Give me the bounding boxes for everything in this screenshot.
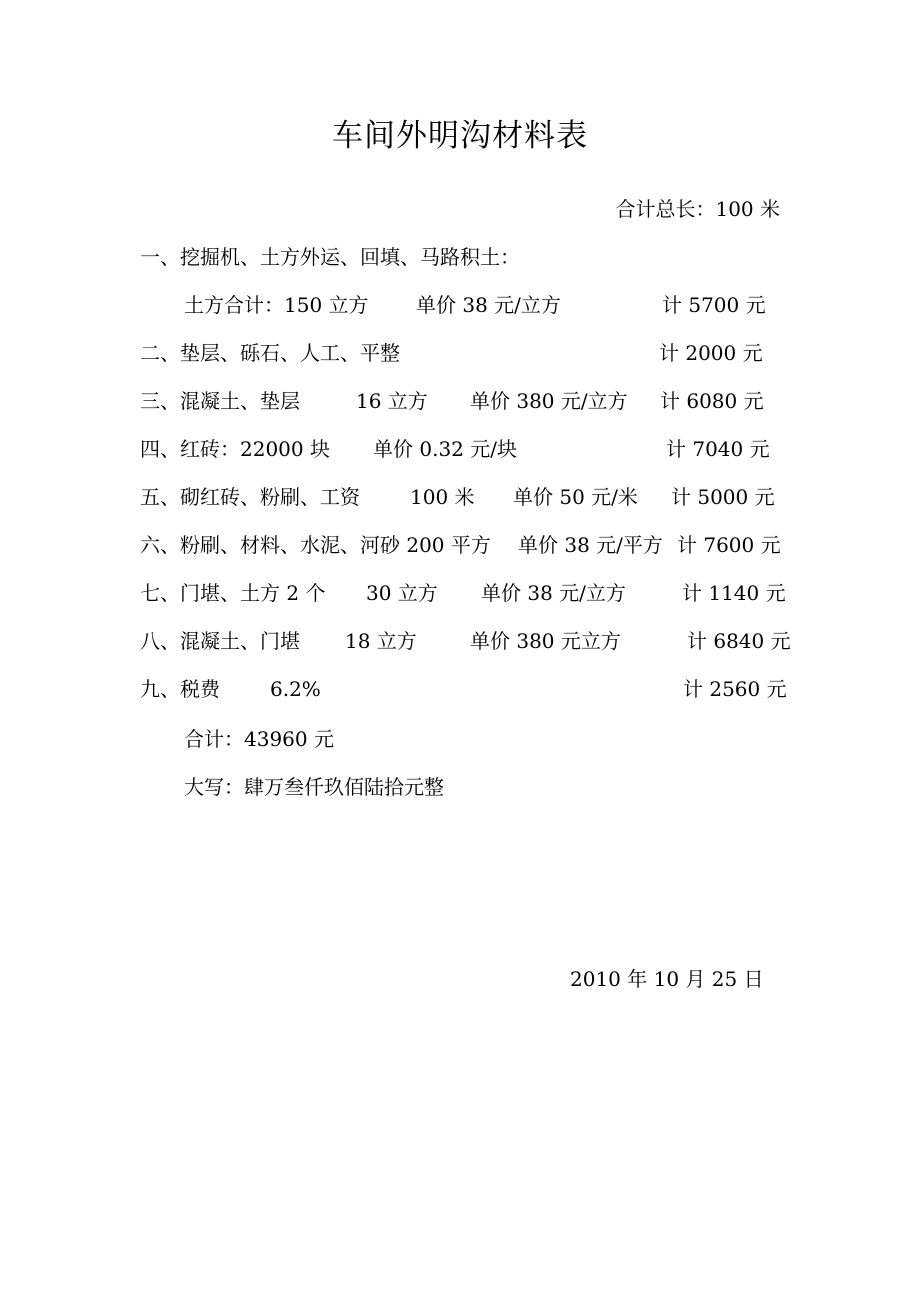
item-5-price: 单价 50 元/米 <box>513 485 638 509</box>
item-3-label: 三、混凝土、垫层 <box>140 389 300 413</box>
item-8-qty: 18 立方 <box>345 629 417 653</box>
item-2-label: 二、垫层、砾石、人工、平整 <box>140 341 400 365</box>
item-5-amount: 计 5000 元 <box>671 485 775 509</box>
item-6-price: 单价 38 元/平方 <box>518 533 663 557</box>
item-3-qty: 16 立方 <box>356 389 428 413</box>
item-4-label: 四、红砖：22000 块 <box>140 437 330 461</box>
item-4-amount: 计 7040 元 <box>666 437 770 461</box>
item-2-amount: 计 2000 元 <box>659 341 763 365</box>
item-3-price: 单价 380 元/立方 <box>470 389 628 413</box>
item-3-amount: 计 6080 元 <box>660 389 764 413</box>
item-7-label: 七、门堪、土方 2 个 <box>140 581 326 605</box>
item-1-label: 一、挖掘机、土方外运、回填、马路积土： <box>140 245 520 269</box>
item-7-qty: 30 立方 <box>366 581 438 605</box>
item-7-amount: 计 1140 元 <box>682 581 786 605</box>
item-9-amount: 计 2560 元 <box>683 677 787 701</box>
total-length: 合计总长：100 米 <box>615 197 780 221</box>
item-8-label: 八、混凝土、门堪 <box>140 629 300 653</box>
document-title: 车间外明沟材料表 <box>332 118 588 154</box>
document-date: 2010 年 10 月 25 日 <box>570 967 764 991</box>
item-5-qty: 100 米 <box>410 485 475 509</box>
item-1-price: 单价 38 元/立方 <box>416 293 561 317</box>
item-1-qty: 土方合计：150 立方 <box>184 293 369 317</box>
item-6-amount: 计 7600 元 <box>677 533 781 557</box>
item-4-price: 单价 0.32 元/块 <box>373 437 517 461</box>
item-8-amount: 计 6840 元 <box>687 629 791 653</box>
item-7-price: 单价 38 元/立方 <box>481 581 626 605</box>
item-5-label: 五、砌红砖、粉刷、工资 <box>140 485 360 509</box>
item-1-amount: 计 5700 元 <box>662 293 766 317</box>
item-6-label: 六、粉刷、材料、水泥、河砂 200 平方 <box>140 533 491 557</box>
grand-total: 合计：43960 元 <box>184 727 334 751</box>
item-9-label: 九、税费 <box>140 677 220 701</box>
capital-amount: 大写：肆万叁仟玖佰陆拾元整 <box>184 775 444 799</box>
item-9-qty: 6.2% <box>270 677 321 701</box>
item-8-price: 单价 380 元立方 <box>470 629 621 653</box>
